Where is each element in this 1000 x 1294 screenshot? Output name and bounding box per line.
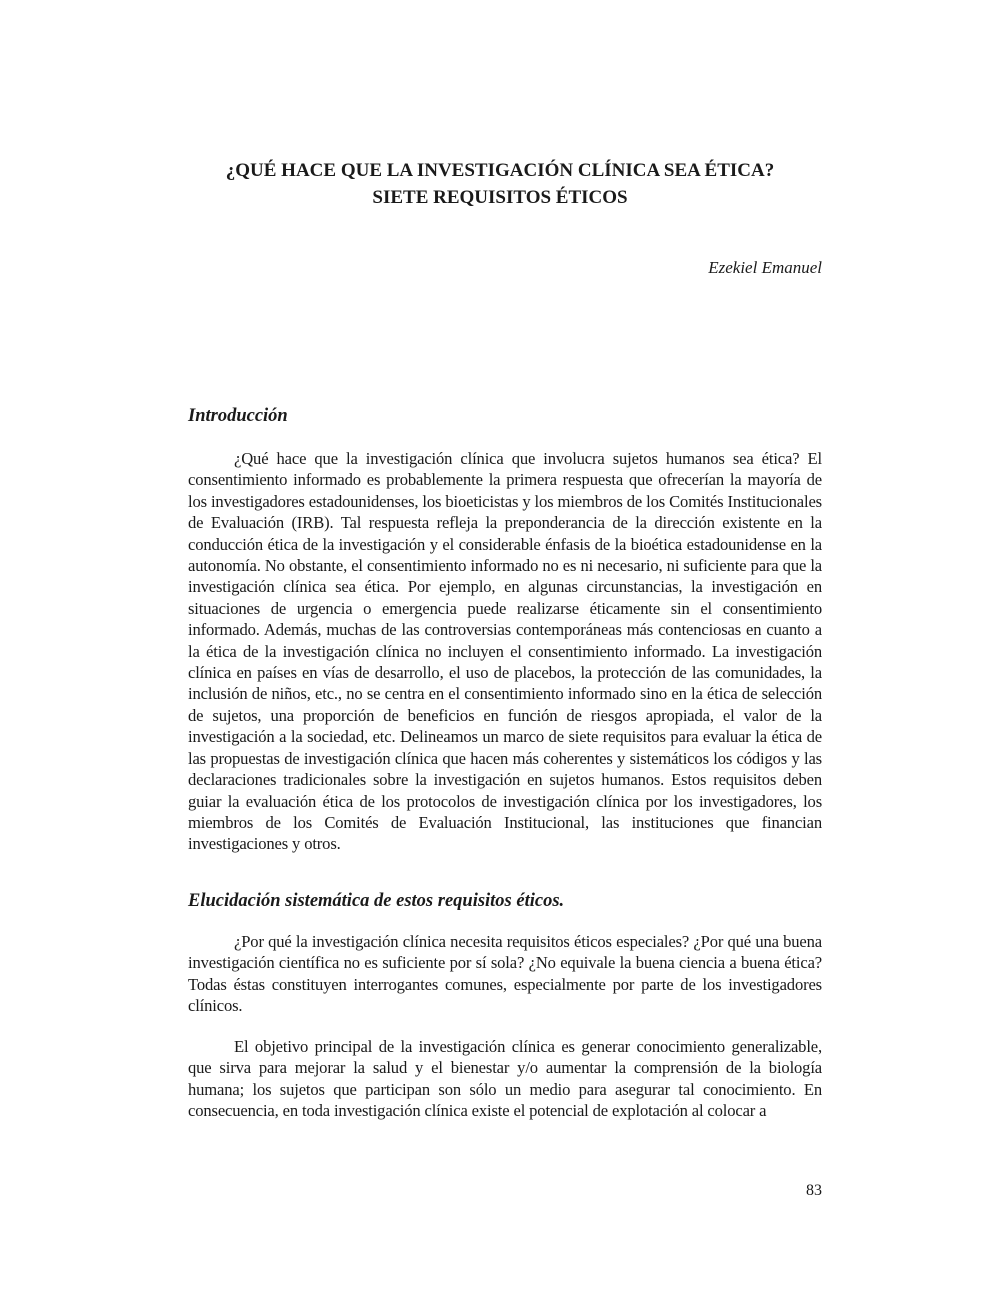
- section-heading-introduccion: Introducción: [188, 406, 288, 426]
- section-heading-elucidacion: Elucidación sistemática de estos requisitos éticos.: [188, 891, 565, 911]
- title-line-1: ¿QUÉ HACE QUE LA INVESTIGACIÓN CLÍNICA SEA ÉTICA?: [225, 160, 775, 181]
- author: Ezekiel Emanuel: [708, 258, 822, 277]
- paragraph: El objetivo principal de la investigación clínica es generar conocimiento generalizable, que sirva para mejorar la salud y el bienestar y/o aumentar la comprensión de la biología humana; los sujetos que participan son sólo un medio para asegurar tal conocimiento. En consecuencia, en toda investigación clínica existe el potencial de explotación al colocar a: [188, 1037, 822, 1121]
- title-line-2: SIETE REQUISITOS ÉTICOS: [372, 187, 628, 208]
- paragraph: ¿Qué hace que la investigación clínica que involucra sujetos humanos sea ética? El consentimiento informado es probablemente la primera respuesta que ofrecerían la mayoría de los investigadores estadounidenses, los bioeticistas y los miembros de los Comités Institucionales de Evaluación (IRB). Tal respuesta refleja la preponderancia de la dirección existente en la conducción ética de la investigación y el considerable énfasis de la bioética estadounidense en la autonomía. No obstante, el consentimiento informado no es ni necesario, ni suficiente para que la investigación clínica sea ética. Por ejemplo, en algunas circunstancias, la investigación en situaciones de urgencia o emergencia puede realizarse éticamente sin el consentimiento informado. Además, muchas de las controversias contemporáneas más contenciosas en cuanto a la ética de la investigación clínica no incluyen el consentimiento informado. La investigación clínica en países en vías de desarrollo, el uso de placebos, la protección de las comunidades, la inclusión de niños, etc., no se centra en el consentimiento informado sino en la ética de selección de sujetos, una proporción de beneficios en función de riesgos apropiada, el valor de la investigación a la sociedad, etc. Delineamos un marco de siete requisitos para evaluar la ética de las propuestas de investigación clínica que hacen más coherentes y sistemáticos los códigos y las declaraciones tradicionales sobre la investigación en sujetos humanos. Estos requisitos deben guiar la evaluación ética de los protocolos de investigación clínica por los investigadores, los miembros de los Comités de Evaluación Institucional, las instituciones que financian investigaciones y otros.: [188, 449, 822, 854]
- page-number: 83: [806, 1182, 822, 1199]
- paragraph: ¿Por qué la investigación clínica necesita requisitos éticos especiales? ¿Por qué una buena investigación científica no es suficiente por sí sola? ¿No equivale la buena ciencia a buena ética? Todas éstas constituyen interrogantes comunes, especialmente por parte de los investigadores clínicos.: [188, 932, 822, 1016]
